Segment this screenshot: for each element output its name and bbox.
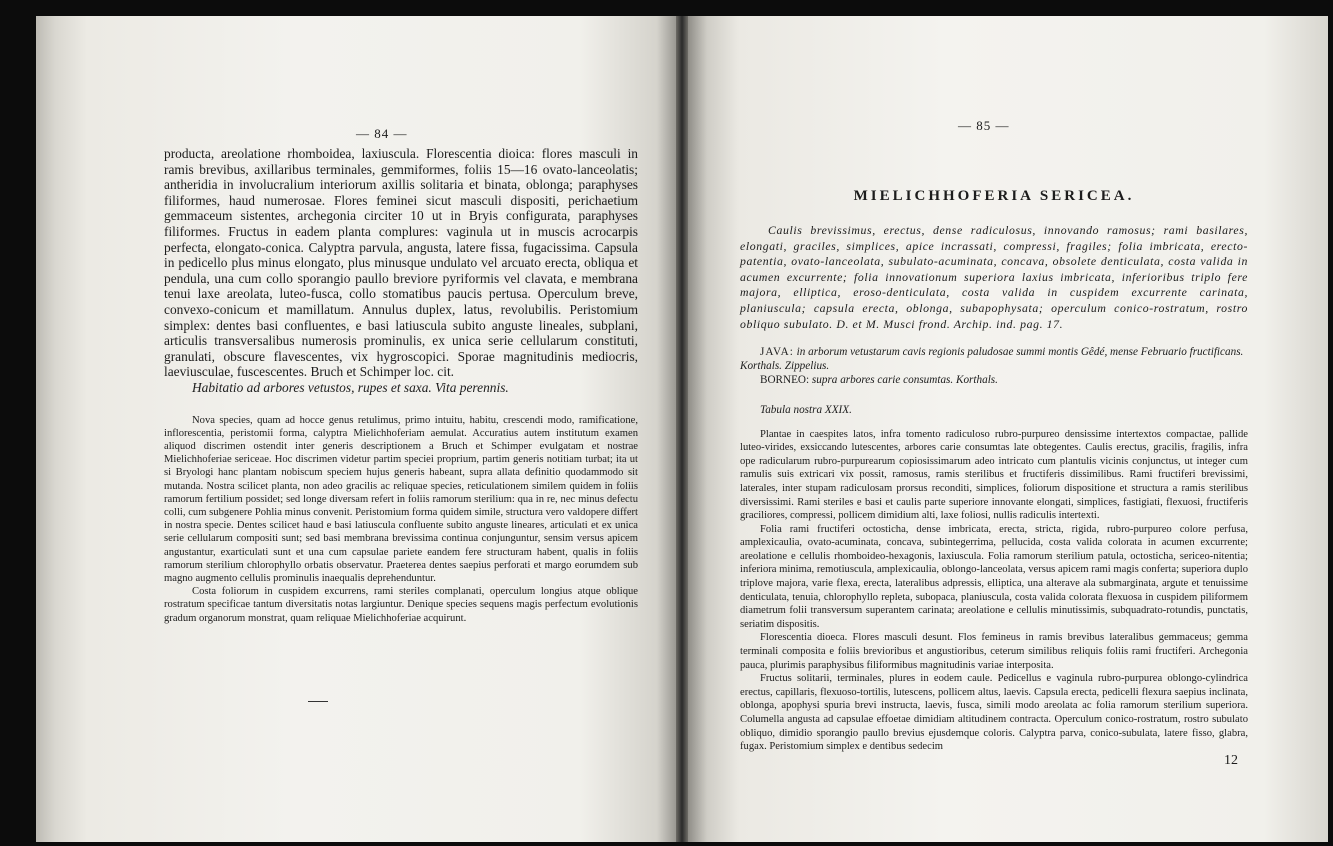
body-paragraph-1: Plantae in caespites latos, infra tomento radiculoso rubro-purpureo densissime intertextos compactae, pallide luteo-virides, exsiccando lutescentes, arbores carie consumtas late obtegentes. Caulis erectus, gracilis, fragilis, infra ope radicularum rubro-purpurearum copiosissimarum adeo intricato cum plantulis vicinis conjunctus, ut integer cum ramulis suis extricari vix possit, ramosus, ramis sterilibus et fructiferis dissimilibus. Rami fructiferi brevissimi, laterales, inter stupam radiculosam prorsus reconditi, simplices, foliorum dispositione et structura a ramis sterilibus diversissimi. Rami steriles e basi et caulis parte superiore innovante elongati, simplices, fastigiati, flexuosi, fructiferis graciliores, compressi, pollicem dimidium alti, laxe foliosi, nullis radiculis intertexti. xyxy=(740,428,1248,522)
body-paragraph-3: Florescentia dioeca. Flores masculi desunt. Flos femineus in ramis brevibus lateralibus gemmaceus; gemma terminali composita e foliis brevioribus et angustioribus, ceterum similibus reliquis foliis rami fructiferi. Archegonia pauca, plurimis paraphysibus filiformibus magnitudinis variae interposita. xyxy=(740,632,1248,671)
left-page-number: — 84 — xyxy=(356,126,408,141)
left-page xyxy=(36,16,676,842)
book-gutter xyxy=(676,16,688,842)
locality-borneo-label: BORNEO: xyxy=(760,373,810,386)
spacer xyxy=(740,332,1248,346)
book-spread xyxy=(36,16,1328,842)
description-continuation: producta, areolatione rhomboidea, laxiuscula. Florescentia dioica: flores masculi in ramis brevibus, axillaribus terminales, gemmiformes, foliis 15—16 ovato-lanceolatis; antheridia in involucralium interiorum axillis solitaria et binata, oblonga; paraphyses filiformes, haud numerosae. Flores feminei sicut masculi dispositi, perichaetium gemmaceum sistentes, archegonia circiter 10 ut in Bryis configurata, paraphyses filiformes. Fructus in eadem planta complures: vaginula ut in muscis acrocarpis perfecta, elongato-conica. Calyptra parvula, angusta, latere fissa, fugacissima. Capsula in pedicello plus minus elongato, plus minusque undulato vel arcuato erecta, obliqua et pendula, una cum collo sporangio paullo breviore pyriformis vel clavata, e membrana tenui laxe areolata, luteo-fusca, collo stomatibus paucis pertusa. Operculum breve, convexo-conicum et mamillatum. Annulus duplex, latus, revolubilis. Peristomium simplex: dentes basi confluentes, e basi latiuscula subito anguste lineales, subplani, articulis transversalibus numerosis prominulis, ex unica serie cellularum constituti, granulati, obscure flavescentes, vix hygroscopici. Sporae magnitudinis mediocris, laeviusculae, fuscescentes. Bruch et Schimper loc. cit. xyxy=(164,146,638,380)
locality-borneo xyxy=(740,374,1248,388)
locality-java-text: in arborum vetustarum cavis regionis paludosae summi montis Gêdé, mense Februario fructificans. Korthals. Zippelius. xyxy=(740,346,1244,372)
locality-java xyxy=(740,346,1248,374)
habitat-line: Habitatio ad arbores vetustos, rupes et saxa. Vita perennis. xyxy=(192,379,509,395)
commentary-paragraph: Nova species, quam ad hocce genus retulimus, primo intuitu, habitu, crescendi modo, ramificatione, inflorescentia, peristomii forma, calyptra Mielichhoferiam aemulat. Accuratius autem institutum examen aliquod discrimen ostendit inter generis descriptionem a Bruch et Schimper evulgatam et nostrae Mielichhoferiae sericeae. Hoc discrimen videtur partim speciei proprium, partim generis notitiam turbat; ita ut si Bryologi hanc plantam nobiscum speciem hujus generis habeant, supra allata definitio quodammodo sit mutanda. Nostra scilicet planta, non adeo gracilis ac reliquae species, reticulationem similem quidem in foliis ramorum fertilium possidet; sed longe diversam refert in foliis ramorum sterilium: qua in re, nec minus defectu colli, cum subgenere Pohlia minus convenit. Peristomium forma quidem simile, structura vero valdopere differt in nostra specie. Dentes scilicet haud e basi latiuscula confluente subito anguste lineares, articulati et ex unica serie cellularum compositi sunt; sed basi membrana brevissima continua conjunguntur, sensim versus apicem angustantur, exarticulati sunt et una cum capsulae pariete eandem fere structuram habent, qualis in foliis ramorum sterilium chlorophyllo orbatis observatur. Praeterea dentes saepius perforati et margo eorumdem sub magno augmento cellulis prominulis inaequalis deprehenduntur. xyxy=(164,414,638,584)
species-title: MIELICHHOFERIA SERICEA. xyxy=(853,188,1135,204)
plate-reference: Tabula nostra XXIX. xyxy=(760,403,852,416)
left-page-content xyxy=(164,146,638,702)
right-page-number: — 85 — xyxy=(958,118,1010,133)
right-page xyxy=(688,16,1328,842)
section-divider xyxy=(308,701,328,702)
spacer xyxy=(164,396,638,414)
species-diagnosis: Caulis brevissimus, erectus, dense radiculosus, innovando ramosus; rami basilares, elongati, graciles, simplices, apice incrassati, compressi, fragiles; folia imbricata, erecto-patentia, ovato-lanceolata, subulato-acuminata, concava, obsolete denticulata, costa valida in acumen excurrente; folia innovationum superiora laxius imbricata, inferioribus triplo fere majora, elliptica, eroso-denticulata, costa valida in cuspidem excurrente carinata, planiuscula; capsula erecta, oblonga, subapophysata; operculum conico-rostratum, rostro obliquo subulato. D. et M. Musci frond. Archip. ind. pag. 17. xyxy=(740,223,1248,331)
body-paragraph-2: Folia rami fructiferi octosticha, dense imbricata, erecta, stricta, rigida, rubro-purpureo colore perfusa, amplexicaulia, ovato-acuminata, concava, subintegerrima, pellucida, costa valida colorata in acumen excurrente; areolatione e cellulis rhomboideo-hexagonis, laxiuscula. Folia ramorum sterilium patula, octosticha, sericeo-nitentia; inferiora minima, remotiuscula, amplexicaulia, oblongo-lanceolata, versus apicem rami magis conferta; superiora duplo triplove majora, varie flexa, erecta, lateralibus adpressis, elliptica, una alterave ala submarginata, argute et tenuissime denticulata, tenuia, chlorophyllo repleta, subopaca, planiuscula, costa valida colorata flexuosa in cuspidem piliformem diametrum folii transversum superantem carinata; areolatione e cellulis minutissimis, subquadrato-rotundis, punctatis, seriatim dispositis. xyxy=(740,523,1248,630)
commentary-paragraph-2: Costa foliorum in cuspidem excurrens, rami steriles complanati, operculum longius atque oblique rostratum specificae tantum diversitatis notas largiuntur. Denique species sequens magis perfectum evolutionis gradum organorum monstrat, quam reliquae Mielichhoferiae acquirunt. xyxy=(164,586,638,624)
locality-java-label: JAVA: xyxy=(760,346,794,359)
signature-mark: 12 xyxy=(1224,752,1238,768)
right-page-content xyxy=(740,188,1248,768)
locality-borneo-text: supra arbores carie consumtas. Korthals. xyxy=(811,373,998,386)
body-paragraph-4: Fructus solitarii, terminales, plures in eodem caule. Pedicellus e vaginula rubro-purpurea oblongo-cylindrica erectus, capillaris, flexuoso-tortilis, lutescens, pollicem altus, laevis. Capsula erecta, pedicelli flexura saepius inclinata, oblonga, apophysi spuria brevi instructa, laevis, fusca, simili modo areolata ac folia ramorum sterilium superiora. Columella angusta ad capsulae effoetae dimidiam altitudinem contracta. Operculum conico-rostratum, rostro subulato obliquo, dimidio sporangio paullo brevius ejusdemque coloris. Calyptra parva, conico-subulata, latere fisso, glabra, fugax. Peristomium simplex e dentibus sedecim xyxy=(740,673,1248,753)
